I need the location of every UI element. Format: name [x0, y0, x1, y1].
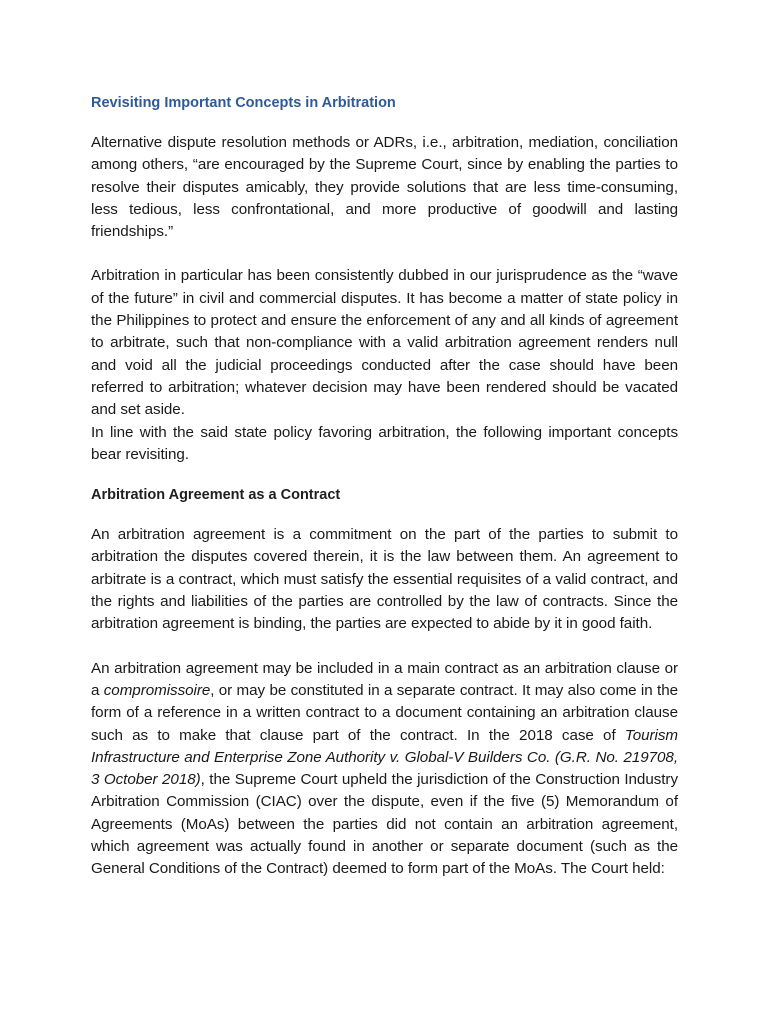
spacer	[91, 466, 678, 484]
document-page	[91, 92, 678, 881]
paragraph-wave-of-future: Arbitration in particular has been consistently dubbed in our jurisprudence as the “wave of the future” in civil and commercial disputes. It has become a matter of state policy in the Philippines to protect and ensure the enforcement of any and all kinds of agreement to arbitrate, such that non-compliance with a valid arbitration agreement renders null and void all the judicial proceedings conducted after the case should have been referred to arbitration; whatever decision may have been rendered should be vacated and set aside.	[91, 267, 678, 419]
text-segment: , the Supreme Court upheld the jurisdiction of the Construction Industry Arbitration Commission (CIAC) over the dispute, even if the five (5) Memorandum of Agreements (MoAs) between the parties did not contain an arbitration agreement, which agreement was actually found in another or separate document (such as the General Conditions of the Contract) deemed to form part of the MoAs. The Court held:	[91, 771, 678, 878]
paragraph-adr: Alternative dispute resolution methods or ADRs, i.e., arbitration, mediation, conciliation among others, “are encouraged by the Supreme Court, since by enabling the parties to resolve their disputes amicably, they provide solutions that are less time-consuming, less tedious, less confrontational, and more productive of goodwill and lasting friendships.”	[91, 134, 678, 241]
paragraph-agreement-contract: An arbitration agreement is a commitment on the part of the parties to submit to arbitration the disputes covered therein, it is the law between them. An agreement to arbitrate is a contract, which must satisfy the essential requisites of a valid contract, and the rights and liabilities of the parties are controlled by the law of contracts. Since the arbitration agreement is binding, the parties are expected to abide by it in good faith.	[91, 526, 678, 633]
case-citation: Tourism Infrastructure and Enterprise Zone Authority v. Global-V Builders Co. (G.R. No. 219708, 3 October 2018)	[91, 726, 678, 789]
document-title: Revisiting Important Concepts in Arbitration	[91, 95, 396, 111]
paragraph-compromissoire	[91, 658, 678, 881]
section-heading: Arbitration Agreement as a Contract	[91, 487, 341, 504]
spacer	[91, 636, 678, 658]
paragraph-state-policy: In line with the said state policy favoring arbitration, the following important concepts bear revisiting.	[91, 423, 678, 463]
spacer	[91, 243, 678, 265]
italic-term: compromissoire	[103, 681, 211, 699]
text-segment: , or may be constituted in a separate contract. It may also come in the form of a reference in a written contract to a document containing an arbitration clause such as to make that clause part of the contract. In the 2018 case of	[91, 681, 678, 744]
text-segment: An arbitration agreement may be included in a main contract as an arbitration clause or a	[91, 659, 678, 699]
